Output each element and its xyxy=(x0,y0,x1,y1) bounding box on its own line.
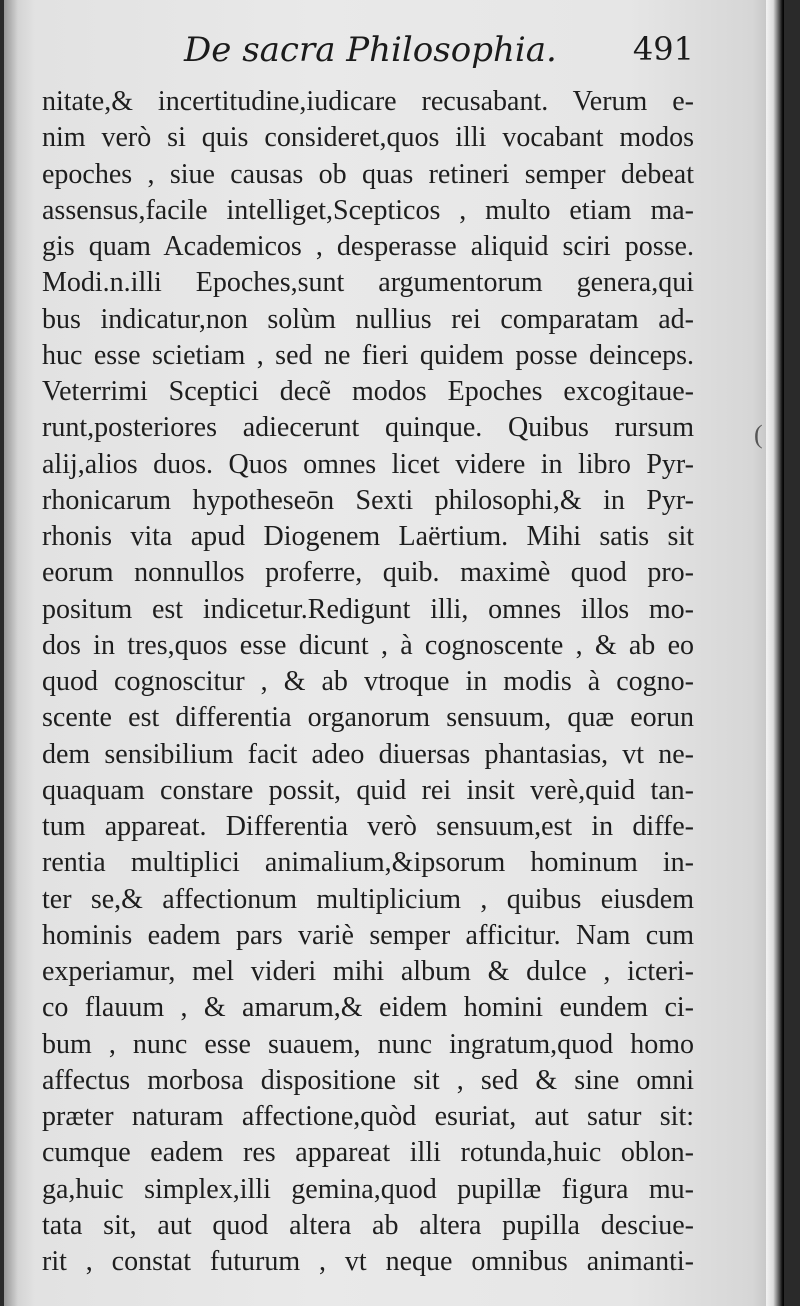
body-text xyxy=(42,84,694,1280)
text-line: co flauum , & amarum,& eidem homini eundem ci- xyxy=(42,992,694,1024)
margin-bracket-mark: ( xyxy=(754,420,763,449)
text-line: quod cognoscitur , & ab vtroque in modis à cogno- xyxy=(42,666,694,697)
text-line: cumque eadem res appareat illi rotunda,huic oblon- xyxy=(42,1137,694,1169)
text-line: experiamur, mel videri mihi album & dulce , icteri- xyxy=(42,956,694,987)
text-line: hominis eadem pars variè semper afficitur. Nam cum xyxy=(42,919,694,951)
gutter-shadow xyxy=(4,0,18,1306)
text-line: ga,huic simplex,illi gemina,quod pupillæ figura mu- xyxy=(42,1173,694,1205)
text-line: dos in tres,quos esse dicunt , à cognoscente , & ab eo xyxy=(42,629,694,661)
text-line: epoches , siue causas ob quas retineri semper debeat xyxy=(42,158,694,190)
text-line: runt,posteriores adiecerunt quinque. Quibus rursum xyxy=(42,412,694,444)
book-page xyxy=(4,0,784,1306)
text-line: bum , nunc esse suauem, nunc ingratum,quod homo xyxy=(42,1028,694,1060)
text-line: bus indicatur,non solùm nullius rei comparatam ad- xyxy=(42,303,694,335)
text-line: alij,alios duos. Quos omnes licet videre in libro Pyr- xyxy=(42,448,694,480)
text-line: positum est indicetur.Redigunt illi, omnes illos mo- xyxy=(42,593,694,625)
page-header xyxy=(44,30,694,80)
text-line: tum appareat. Differentia verò sensuum,est in diffe- xyxy=(42,811,694,842)
text-line: tata sit, aut quod altera ab altera pupilla desciue- xyxy=(42,1209,694,1241)
page-edge xyxy=(766,0,784,1306)
text-line: nim verò si quis consideret,quos illi vocabant modos xyxy=(42,122,694,154)
text-line: rit , constat futurum , vt neque omnibus animanti- xyxy=(42,1246,694,1277)
text-line: eorum nonnullos proferre, quib. maximè quod pro- xyxy=(42,557,694,589)
text-line: gis quam Academicos , desperasse aliquid sciri posse. xyxy=(42,231,694,262)
text-line: rhonis vita apud Diogenem Laërtium. Mihi satis sit xyxy=(42,521,694,552)
text-line: assensus,facile intelliget,Scepticos , multo etiam ma- xyxy=(42,194,694,226)
text-line: rhonicarum hypotheseōn Sexti philosophi,& in Pyr- xyxy=(42,484,694,516)
text-line: nitate,& incertitudine,iudicare recusabant. Verum e- xyxy=(42,86,694,117)
text-line: præter naturam affectione,quòd esuriat, aut satur sit: xyxy=(42,1101,694,1132)
text-line: scente est differentia organorum sensuum, quæ eorun xyxy=(42,702,694,734)
text-line: ter se,& affectionum multiplicium , quibus eiusdem xyxy=(42,883,694,915)
text-line: Veterrimi Sceptici decẽ modos Epoches excogitaue- xyxy=(42,376,694,407)
page-number: 491 xyxy=(632,30,694,68)
text-line: affectus morbosa dispositione sit , sed & sine omni xyxy=(42,1064,694,1096)
text-line: Modi.n.illi Epoches,sunt argumentorum genera,qui xyxy=(42,267,694,299)
text-line: rentia multiplici animalium,&ipsorum hominum in- xyxy=(42,847,694,879)
text-line: dem sensibilium facit adeo diuersas phantasias, vt ne- xyxy=(42,738,694,770)
text-line: huc esse scietiam , sed ne fieri quidem posse deinceps. xyxy=(42,339,694,371)
running-head: De sacra Philosophia. xyxy=(184,30,557,70)
text-line: quaquam constare possit, quid rei insit verè,quid tan- xyxy=(42,774,694,806)
